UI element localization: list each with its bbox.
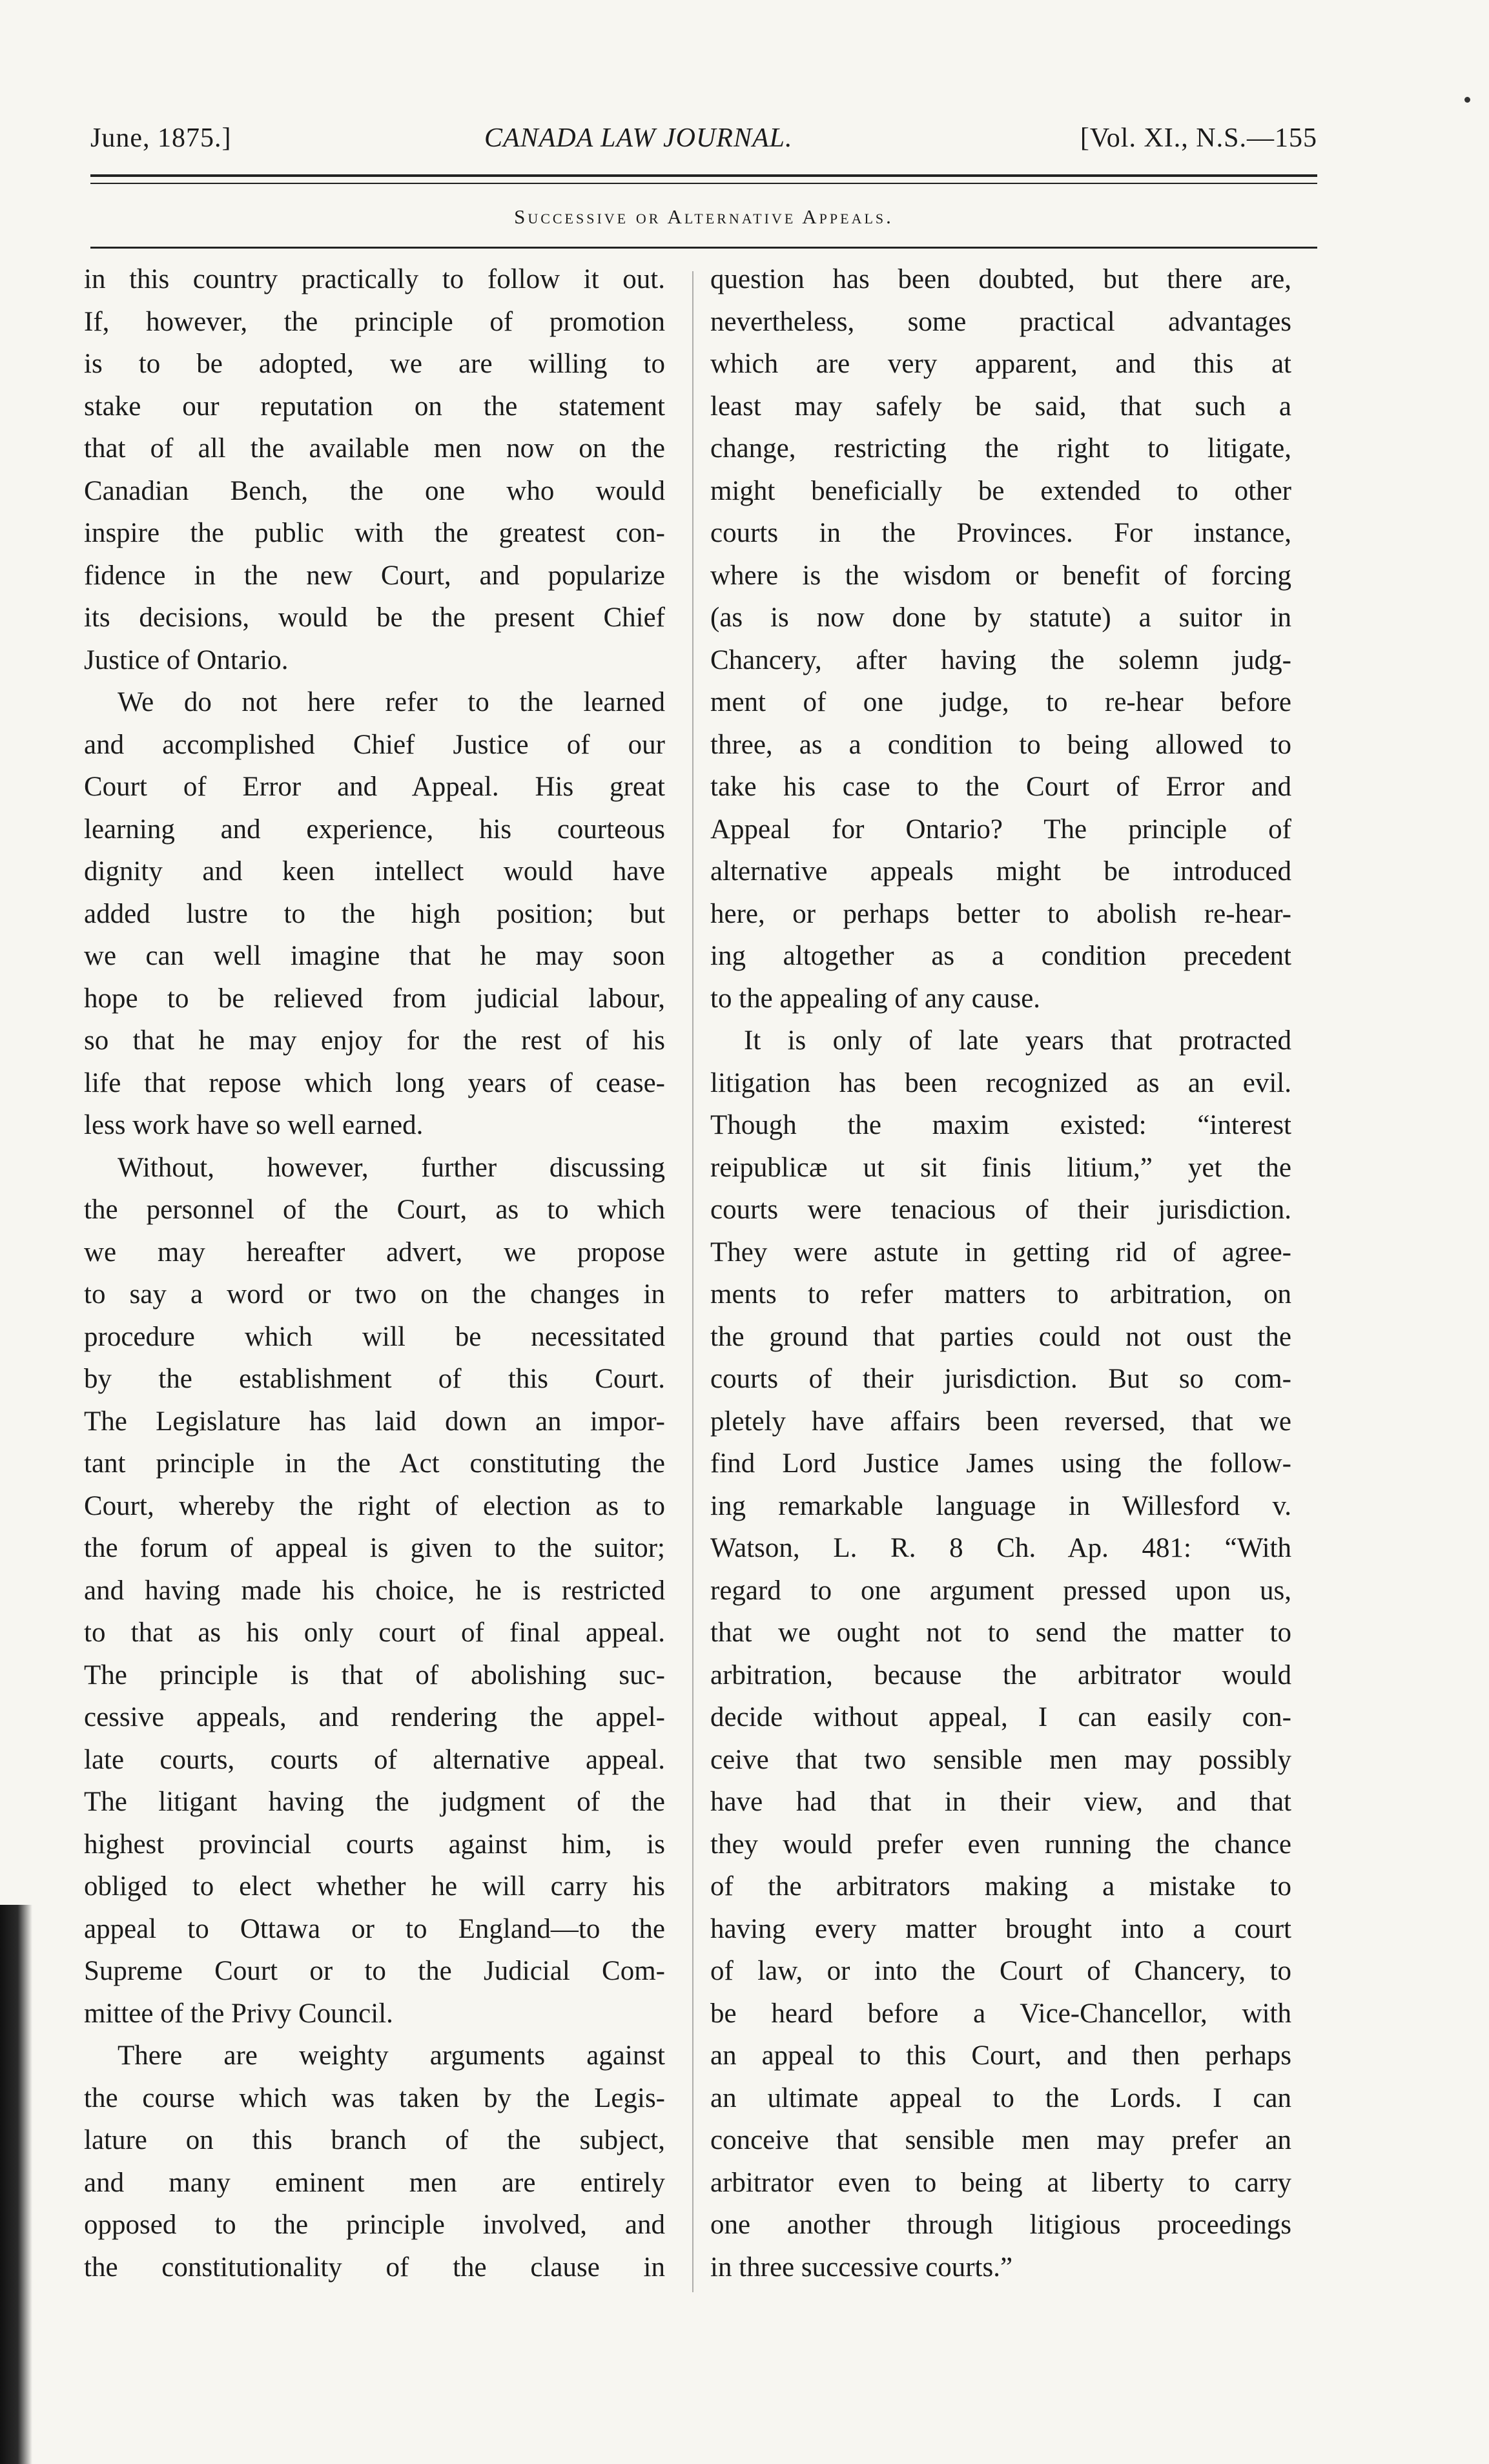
text-line: lature on this branch of the subject, <box>84 2125 665 2155</box>
text-line: arbitration, because the arbitrator would <box>710 1659 1291 1690</box>
text-line: litigation has been recognized as an evil. <box>710 1067 1291 1098</box>
text-line: late courts, courts of alternative appeal. <box>84 1744 665 1775</box>
text-line: that we ought not to send the matter to <box>710 1617 1291 1648</box>
text-line: the forum of appeal is given to the suitor; <box>84 1533 665 1563</box>
text-line: an appeal to this Court, and then perhaps <box>710 2040 1291 2071</box>
text-line: least may safely be said, that such a <box>710 391 1291 422</box>
text-line: the constitutionality of the clause in <box>84 2252 665 2283</box>
text-line: regard to one argument pressed upon us, <box>710 1575 1291 1606</box>
text-line: be heard before a Vice-Chancellor, with <box>710 1998 1291 2029</box>
text-line: by the establishment of this Court. <box>84 1364 665 1394</box>
text-line: fidence in the new Court, and popularize <box>84 560 665 591</box>
header-date: June, 1875.] <box>90 123 232 153</box>
text-line: to say a word or two on the changes in <box>84 1279 665 1309</box>
text-line: Appeal for Ontario? The principle of <box>710 814 1291 845</box>
text-line: appeal to Ottawa or to England—to the <box>84 1913 665 1944</box>
text-line: arbitrator even to being at liberty to carry <box>710 2167 1291 2198</box>
text-line: ing remarkable language in Willesford v. <box>710 1490 1291 1521</box>
text-line: The litigant having the judgment of the <box>84 1787 665 1817</box>
text-line: ceive that two sensible men may possibly <box>710 1744 1291 1775</box>
text-line: ments to refer matters to arbitration, on <box>710 1279 1291 1309</box>
text-line: Chancery, after having the solemn judg- <box>710 644 1291 675</box>
journal-title: CANADA LAW JOURNAL. <box>484 123 793 153</box>
text-line: dignity and keen intellect would have <box>84 856 665 887</box>
text-line: an ultimate appeal to the Lords. I can <box>710 2082 1291 2113</box>
text-line: courts were tenacious of their jurisdiction. <box>710 1195 1291 1225</box>
text-line: three, as a condition to being allowed to <box>710 729 1291 760</box>
text-line: Watson, L. R. 8 Ch. Ap. 481: “With <box>710 1533 1291 1563</box>
text-line: Justice of Ontario. <box>84 644 289 675</box>
text-line: have had that in their view, and that <box>710 1787 1291 1817</box>
text-line: in this country practically to follow it out. <box>84 264 665 294</box>
text-line: It is only of late years that protracted <box>744 1025 1291 1056</box>
text-line: ment of one judge, to re-hear before <box>710 687 1291 717</box>
text-line: decide without appeal, I can easily con- <box>710 1702 1291 1732</box>
text-line: less work have so well earned. <box>84 1110 424 1140</box>
text-line: to that as his only court of final appeal. <box>84 1617 665 1648</box>
text-line: one another through litigious proceedings <box>710 2210 1291 2240</box>
running-head <box>90 123 1317 168</box>
book-spine-shadow <box>0 1905 32 2464</box>
text-line: they would prefer even running the chance <box>710 1829 1291 1860</box>
text-line: hope to be relieved from judicial labour, <box>84 983 665 1014</box>
text-line: Canadian Bench, the one who would <box>84 475 665 506</box>
text-line: to the appealing of any cause. <box>710 983 1041 1014</box>
text-line: take his case to the Court of Error and <box>710 772 1291 802</box>
text-line: obliged to elect whether he will carry his <box>84 1871 665 1902</box>
text-line: Court, whereby the right of election as to <box>84 1490 665 1521</box>
text-line: stake our reputation on the statement <box>84 391 665 422</box>
speck-mark <box>1464 97 1470 103</box>
text-line: They were astute in getting rid of agree- <box>710 1237 1291 1268</box>
text-line: where is the wisdom or benefit of forcing <box>710 560 1291 591</box>
text-line: here, or perhaps better to abolish re-hear- <box>710 898 1291 929</box>
text-line: the course which was taken by the Legis- <box>84 2082 665 2113</box>
text-line: in three successive courts.” <box>710 2252 1013 2283</box>
text-line: the personnel of the Court, as to which <box>84 1195 665 1225</box>
text-line: of law, or into the Court of Chancery, to <box>710 1956 1291 1986</box>
section-title: Successive or Alternative Appeals. <box>514 205 894 228</box>
section-rule <box>90 247 1317 249</box>
text-line: that of all the available men now on the <box>84 433 665 464</box>
text-line: inspire the public with the greatest con- <box>84 518 665 548</box>
text-line: we can well imagine that he may soon <box>84 941 665 971</box>
text-line: alternative appeals might be introduced <box>710 856 1291 887</box>
text-line: its decisions, would be the present Chief <box>84 602 665 633</box>
text-line: is to be adopted, we are willing to <box>84 349 665 379</box>
text-line: cessive appeals, and rendering the appel- <box>84 1702 665 1732</box>
text-line: mittee of the Privy Council. <box>84 1998 393 2029</box>
text-line: which are very apparent, and this at <box>710 349 1291 379</box>
text-line: procedure which will be necessitated <box>84 1321 665 1352</box>
volume-page-number: [Vol. XI., N.S.—155 <box>1080 123 1317 153</box>
column-divider <box>692 271 693 2292</box>
text-line: opposed to the principle involved, and <box>84 2210 665 2240</box>
text-line: ing altogether as a condition precedent <box>710 941 1291 971</box>
text-line: and many eminent men are entirely <box>84 2167 665 2198</box>
text-line: highest provincial courts against him, is <box>84 1829 665 1860</box>
text-line: change, restricting the right to litigate, <box>710 433 1291 464</box>
text-line: might beneficially be extended to other <box>710 475 1291 506</box>
text-line: pletely have affairs been reversed, that we <box>710 1406 1291 1437</box>
text-line: The principle is that of abolishing suc- <box>84 1659 665 1690</box>
text-line: of the arbitrators making a mistake to <box>710 1871 1291 1902</box>
text-line: added lustre to the high position; but <box>84 898 665 929</box>
right-column <box>710 258 1291 2288</box>
text-line: having every matter brought into a court <box>710 1913 1291 1944</box>
text-line: reipublicæ ut sit finis litium,” yet the <box>710 1152 1291 1183</box>
text-line: The Legislature has laid down an impor- <box>84 1406 665 1437</box>
text-line: and accomplished Chief Justice of our <box>84 729 665 760</box>
text-line: courts in the Provinces. For instance, <box>710 518 1291 548</box>
text-line: so that he may enjoy for the rest of his <box>84 1025 665 1056</box>
text-line: find Lord Justice James using the follow- <box>710 1448 1291 1479</box>
text-line: courts of their jurisdiction. But so com- <box>710 1364 1291 1394</box>
text-line: we may hereafter advert, we propose <box>84 1237 665 1268</box>
text-line: learning and experience, his courteous <box>84 814 665 845</box>
text-line: Court of Error and Appeal. His great <box>84 772 665 802</box>
text-line: nevertheless, some practical advantages <box>710 306 1291 337</box>
text-line: life that repose which long years of cease- <box>84 1067 665 1098</box>
text-line: We do not here refer to the learned <box>118 687 665 717</box>
text-line: and having made his choice, he is restricted <box>84 1575 665 1606</box>
text-line: If, however, the principle of promotion <box>84 306 665 337</box>
text-line: Though the maxim existed: “interest <box>710 1110 1291 1140</box>
text-line: the ground that parties could not oust the <box>710 1321 1291 1352</box>
left-column <box>84 258 665 2288</box>
header-rule-thick <box>90 174 1317 177</box>
text-line: Supreme Court or to the Judicial Com- <box>84 1956 665 1986</box>
text-line: question has been doubted, but there are, <box>710 264 1291 294</box>
header-rule-thin <box>90 183 1317 184</box>
text-line: conceive that sensible men may prefer an <box>710 2125 1291 2155</box>
text-line: Without, however, further discussing <box>118 1152 665 1183</box>
text-line: (as is now done by statute) a suitor in <box>710 602 1291 633</box>
text-line: tant principle in the Act constituting the <box>84 1448 665 1479</box>
text-line: There are weighty arguments against <box>118 2040 665 2071</box>
